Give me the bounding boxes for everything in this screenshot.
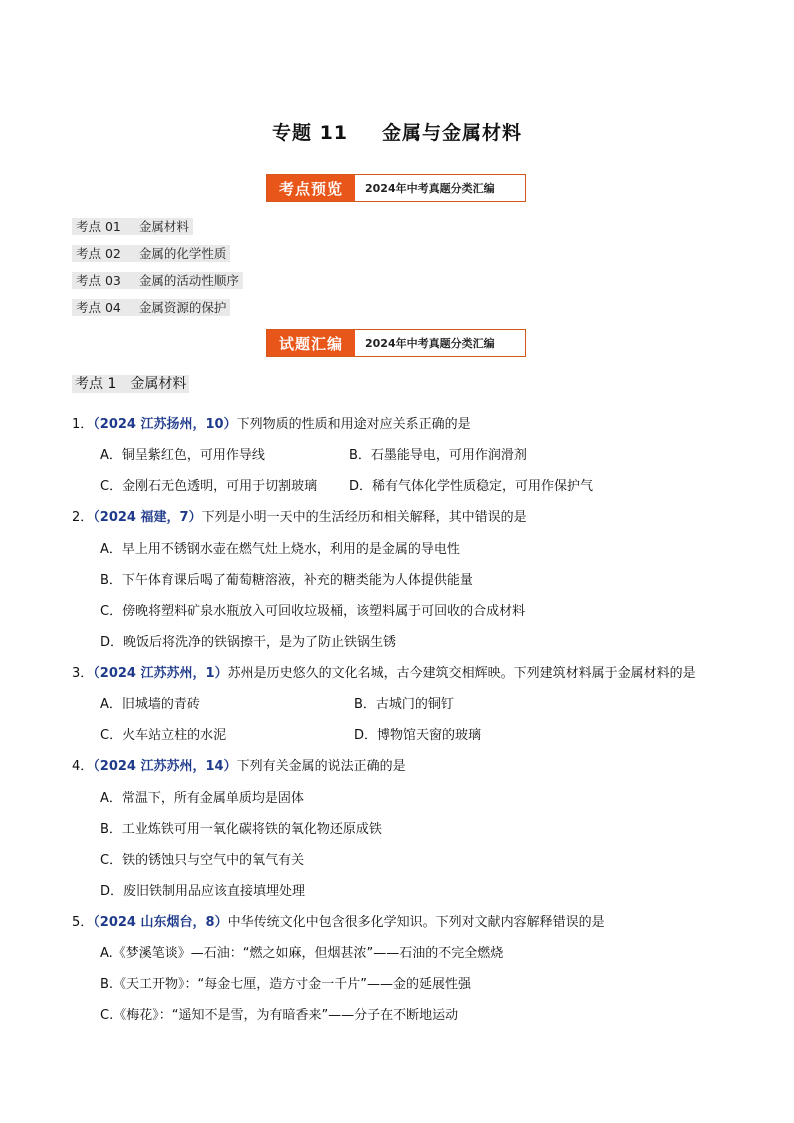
- question-4-option-d: D．废旧铁制用品应该直接填埋处理: [100, 884, 306, 899]
- question-3-option-c: C．火车站立柱的水泥: [100, 728, 227, 743]
- question-1-option-a: A．铜呈紫红色，可用作导线: [100, 448, 265, 463]
- questions-banner: [266, 329, 526, 357]
- question-5-stem: 5．（2024 山东烟台，8）中华传统文化中包含很多化学知识。下列对文献内容解释错误的是: [72, 915, 605, 930]
- question-4-option-a: A．常温下，所有金属单质均是固体: [100, 791, 304, 806]
- question-4-option-c: C．铁的锈蚀只与空气中的氧气有关: [100, 853, 305, 868]
- preview-banner-subtitle: 2024年中考真题分类汇编: [365, 182, 495, 195]
- questions-banner-subtitle: 2024年中考真题分类汇编: [365, 337, 495, 350]
- section-heading: 考点 1 金属材料: [72, 373, 189, 393]
- kaodian-item: 考点 04 金属资源的保护: [72, 298, 230, 316]
- question-1-option-c: C．金刚石无色透明，可用于切割玻璃: [100, 479, 318, 494]
- title-topic-name: 金属与金属材料: [382, 122, 523, 144]
- preview-banner: [266, 174, 526, 202]
- question-4-stem: 4．（2024 江苏苏州，14）下列有关金属的说法正确的是: [72, 759, 406, 774]
- question-5-option-b: B.《天工开物》：“每金七厘，造方寸金一千片”——金的延展性强: [100, 977, 472, 992]
- question-1-option-b: B．石墨能导电，可用作润滑剂: [349, 448, 527, 463]
- question-source: 2024 福建，7: [99, 510, 189, 525]
- question-3-option-b: B．古城门的铜钉: [354, 697, 454, 712]
- question-1-stem: 1．（2024 江苏扬州，10）下列物质的性质和用途对应关系正确的是: [72, 417, 471, 432]
- question-2-option-d: D．晚饭后将洗净的铁锅擦干，是为了防止铁锅生锈: [100, 635, 397, 650]
- questions-banner-tag: 试题汇编: [267, 330, 355, 356]
- question-3-option-a: A．旧城墙的青砖: [100, 697, 200, 712]
- question-3-stem: 3．（2024 江苏苏州，1）苏州是历史悠久的文化名城，古今建筑交相辉映。下列建筑材料属于金属材料的是: [72, 666, 696, 681]
- page-title: [0, 118, 794, 145]
- question-2-stem: 2．（2024 福建，7）下列是小明一天中的生活经历和相关解释，其中错误的是: [72, 510, 527, 525]
- question-2-option-c: C．傍晚将塑料矿泉水瓶放入可回收垃圾桶，该塑料属于可回收的合成材料: [100, 604, 526, 619]
- kaodian-item: 考点 02 金属的化学性质: [72, 244, 230, 262]
- preview-banner-tag: 考点预览: [267, 175, 355, 201]
- question-source: 2024 江苏苏州，1: [99, 666, 215, 681]
- title-topic-number: 专题 11: [271, 122, 349, 144]
- question-5-option-c: C.《梅花》：“遥知不是雪，为有暗香来”——分子在不断地运动: [100, 1008, 459, 1023]
- question-source: 2024 江苏扬州，10: [99, 417, 224, 432]
- question-3-option-d: D．博物馆天窗的玻璃: [354, 728, 482, 743]
- question-5-option-a: A.《梦溪笔谈》—石油：“燃之如麻，但烟甚浓”——石油的不完全燃烧: [100, 946, 504, 961]
- question-1-option-d: D．稀有气体化学性质稳定，可用作保护气: [349, 479, 594, 494]
- kaodian-item: 考点 01 金属材料: [72, 217, 193, 235]
- question-source: 2024 江苏苏州，14: [99, 759, 224, 774]
- question-4-option-b: B．工业炼铁可用一氧化碳将铁的氧化物还原成铁: [100, 822, 382, 837]
- question-2-option-b: B．下午体育课后喝了葡萄糖溶液，补充的糖类能为人体提供能量: [100, 573, 473, 588]
- kaodian-item: 考点 03 金属的活动性顺序: [72, 271, 243, 289]
- question-2-option-a: A．早上用不锈钢水壶在燃气灶上烧水，利用的是金属的导电性: [100, 542, 460, 557]
- question-source: 2024 山东烟台，8: [99, 915, 215, 930]
